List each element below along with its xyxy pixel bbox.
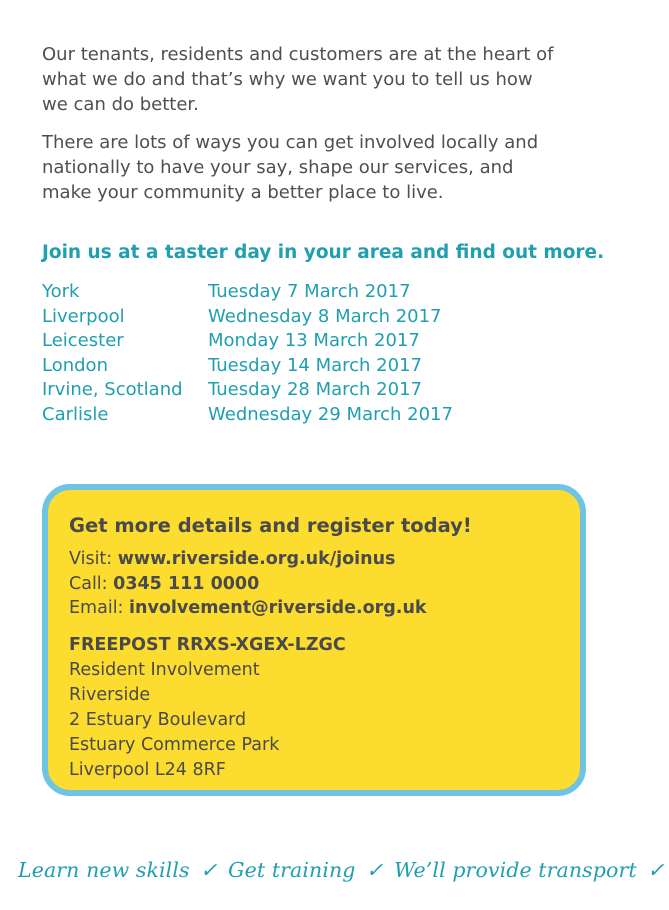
event-list xyxy=(42,280,453,427)
visit-line xyxy=(69,547,560,572)
address-line: Estuary Commerce Park xyxy=(69,734,280,755)
email-line xyxy=(69,596,560,621)
intro-text xyxy=(42,42,562,218)
address-line: Resident Involvement xyxy=(69,659,260,680)
event-date: Wednesday 8 March 2017 xyxy=(208,305,442,327)
tick-icon: ✓ xyxy=(647,858,665,882)
event-row xyxy=(42,280,453,305)
event-date: Tuesday 14 March 2017 xyxy=(208,354,422,376)
event-row xyxy=(42,378,453,403)
register-box xyxy=(42,484,586,796)
event-city: York xyxy=(42,281,80,302)
intro-paragraph-2: There are lots of ways you can get involved locally and nationally to have your say, shape our services, and make your community a better place to live. xyxy=(42,132,539,203)
address-line: 2 Estuary Boulevard xyxy=(69,709,247,730)
visit-label: Visit: xyxy=(69,549,113,569)
tagline-item-transport: We’ll provide transport xyxy=(394,858,637,882)
freepost-line: FREEPOST RRXS-XGEX-LZGC xyxy=(69,634,346,655)
tick-icon: ✓ xyxy=(200,858,218,882)
event-city: Carlisle xyxy=(42,403,109,425)
event-date: Tuesday 7 March 2017 xyxy=(208,281,411,302)
intro-paragraph-1: Our tenants, residents and customers are at the heart of what we do and that’s why we want you to tell us how we can do better. xyxy=(42,44,554,115)
event-city: Liverpool xyxy=(42,305,125,327)
website-link[interactable]: www.riverside.org.uk/joinus xyxy=(117,549,396,569)
email-label: Email: xyxy=(69,598,124,618)
event-date: Tuesday 28 March 2017 xyxy=(208,379,422,400)
tick-icon: ✓ xyxy=(366,858,384,882)
event-row xyxy=(42,305,453,330)
event-city: Irvine, Scotland xyxy=(42,379,183,400)
postal-address xyxy=(69,633,560,783)
tagline-item-skills: Learn new skills xyxy=(18,858,190,882)
phone-number[interactable]: 0345 111 0000 xyxy=(113,573,260,594)
event-row xyxy=(42,403,453,428)
event-row xyxy=(42,354,453,379)
call-label: Call: xyxy=(69,573,108,594)
register-title: Get more details and register today! xyxy=(69,514,472,537)
event-city: London xyxy=(42,354,108,376)
address-line: Liverpool L24 8RF xyxy=(69,759,226,780)
taster-day-headline: Join us at a taster day in your area and find out more. xyxy=(42,242,605,263)
event-city: Leicester xyxy=(42,330,124,351)
event-date: Wednesday 29 March 2017 xyxy=(208,403,453,425)
address-line: Riverside xyxy=(69,684,151,705)
benefits-tagline xyxy=(18,858,669,882)
tagline-item-training: Get training xyxy=(228,858,356,882)
call-line xyxy=(69,572,560,597)
event-date: Monday 13 March 2017 xyxy=(208,330,420,351)
email-link[interactable]: involvement@riverside.org.uk xyxy=(129,598,427,618)
event-row xyxy=(42,329,453,354)
